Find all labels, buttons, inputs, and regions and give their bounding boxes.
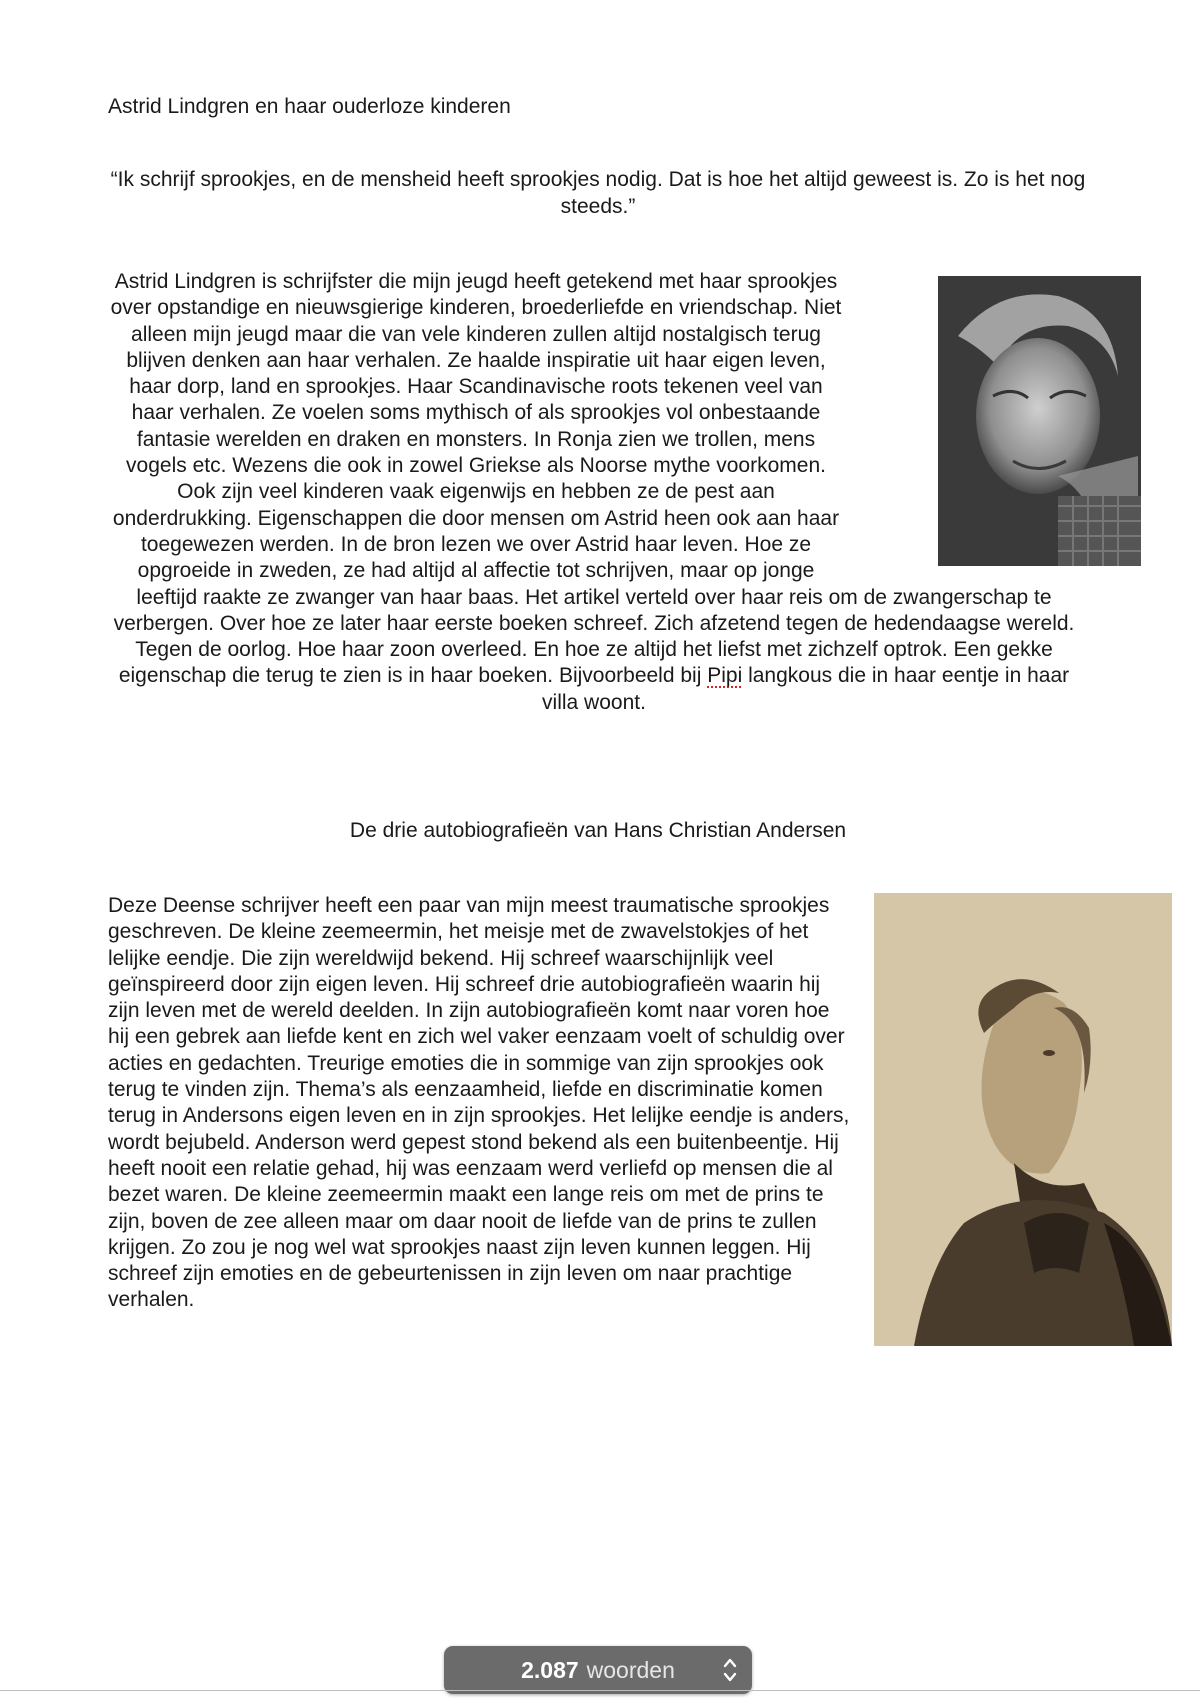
word-count-number: 2.087 (521, 1656, 579, 1683)
lindgren-text-part-1: Astrid Lindgren is schrijfster die mijn jeugd heeft getekend met haar sprookjes over opstandige en nieuwsgierige kinderen, broederliefde en vriendschap. Niet alleen mijn jeugd maar die van vele kinderen zullen altijd nostalgisch terug blijven denken aan haar verhalen. Ze haalde inspiratie uit haar eigen leven, haar dorp, land en sprookjes. Haar Scandinavische roots tekenen veel van haar verhalen. Ze voelen soms mythisch of als sprookjes vol onbestaande fantasie werelden en draken en monsters. In Ronja zien we trollen, mens vogels etc. Wezens die ook in zowel Griekse als Noorse mythe voorkomen. Ook zijn veel kinderen vaak eigenwijs en hebben ze de pest aan onderdrukking. Eigenschappen die door mensen om Astrid heen ook aan haar toegewezen werden. In de bron lezen we over Astrid haar leven. Hoe ze opgroeide in zweden, ze had altijd al affectie tot schrijven, maar op jonge leeftijd raakte ze zwanger van haar baas. Het artikel verteld over haar reis om de zwangerschap te verbergen. Over hoe ze later haar eerste boeken schreef. Zich afzetend tegen de hedendaagse wereld. Tegen de oorlog. Hoe haar zoon overleed. En hoe ze altijd het liefst met zichzelf optrok. Een gekke eigenschap die terug te zien is in haar boeken. Bijvoorbeeld bij (110, 270, 1075, 688)
andersen-portrait-photo (874, 893, 1172, 1346)
document-title: Astrid Lindgren en haar ouderloze kinderen (108, 95, 511, 118)
andersen-body-text: Deze Deense schrijver heeft een paar van mijn meest traumatische sprookjes geschreven. De kleine zeemeermin, het meisje met de zwavelstokjes of het lelijke eendje. Die zijn wereldwijd bekend. Hij schreef waarschijnlijk veel geïnspireerd door zijn eigen leven. Hij schreef drie autobiografieën waarin hij zijn leven met de wereld deelden. In zijn autobiografieën komt naar voren hoe hij een gebrek aan liefde kent en zich wel vaker eenzaam voelt of schuldig over acties en gedachten. Treurige emoties die in sommige van zijn sprookjes ook terug te vinden zijn. Thema’s als eenzaamheid, liefde en discriminatie komen terug in Andersons eigen leven en in zijn sprookjes. Het lelijke eendje is anders, wordt bejubeld. Anderson werd gepest stond bekend als een buitenbeentje. Hij heeft nooit een relatie gehad, hij was eenzaam werd verliefd op mensen die al bezet waren. De kleine zeemeermin maakt een lange reis om met de prins te zijn, boven de zee alleen maar om daar nooit de liefde van de prins te zullen krijgen. Zo zou je nog wel wat sprookjes naast zijn leven kunnen leggen. Hij schreef zijn emoties en de gebeurtenissen in zijn leven om naar prachtige verhalen. (108, 894, 850, 1312)
photo-text-wrap-spacer (852, 269, 1080, 581)
page-bottom-divider (0, 1690, 1200, 1691)
lindgren-quote: “Ik schrijf sprookjes, en de mensheid heeft sprookjes nodig. Dat is hoe het altijd geweest is. Zo is het nog steeds.” (110, 168, 1086, 218)
lindgren-body-text (108, 269, 1080, 716)
word-count-pill[interactable] (444, 1646, 752, 1694)
up-down-chevron-icon[interactable] (722, 1656, 738, 1684)
lindgren-text-part-2: langkous die in haar eentje in haar villa woont. (542, 664, 1070, 714)
andersen-portrait-illustration (874, 893, 1172, 1346)
andersen-heading: De drie autobiografieën van Hans Christian Andersen (349, 819, 847, 842)
spellcheck-flagged-word[interactable]: Pipi (707, 664, 743, 688)
word-count-label: woorden (586, 1656, 675, 1683)
